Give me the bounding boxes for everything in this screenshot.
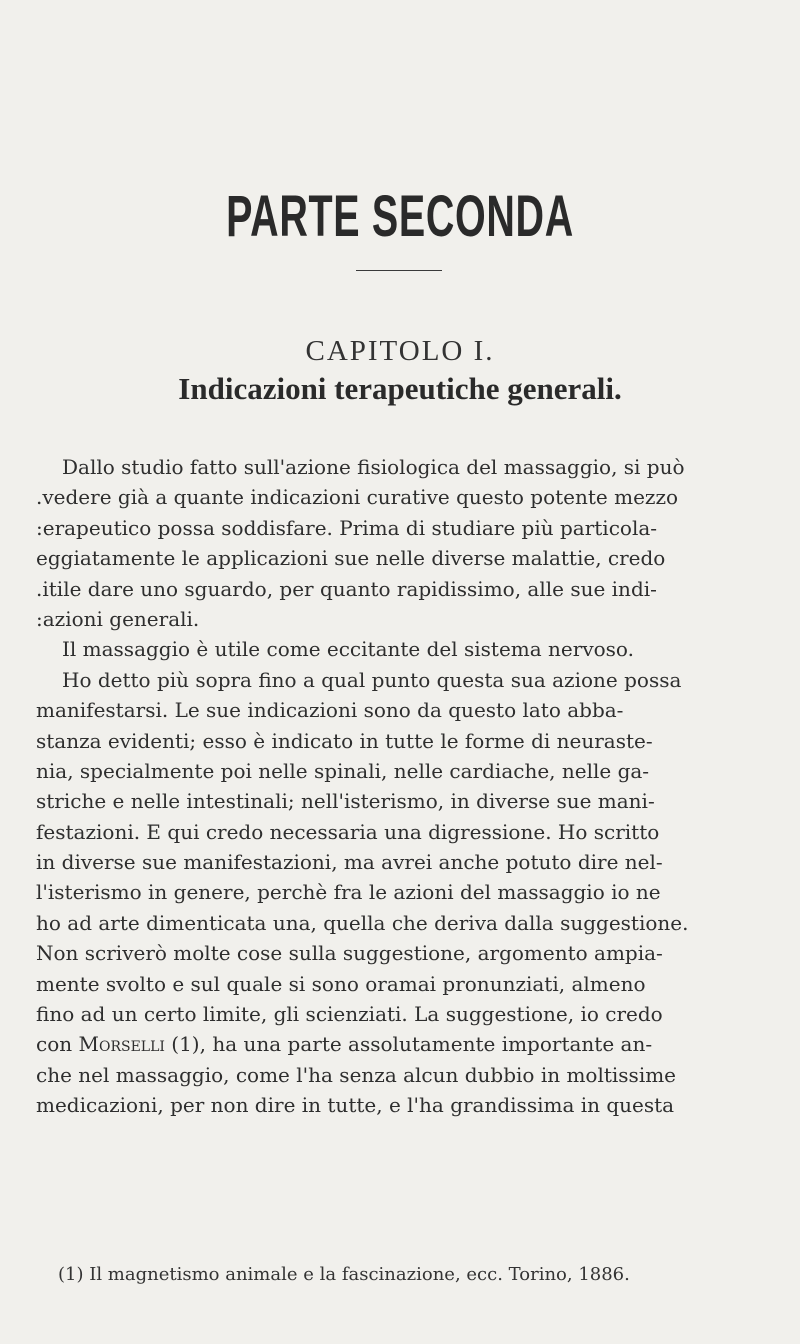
chapter-subtitle: Indicazioni terapeutiche generali.	[178, 371, 622, 406]
body-text	[36, 452, 792, 1121]
text-line: manifestarsi. Le sue indicazioni sono da questo lato abba-	[36, 698, 624, 723]
chapter-heading: CAPITOLO I.	[305, 335, 495, 367]
text-line: in diverse sue manifestazioni, ma avrei anche potuto dire nel-	[36, 850, 663, 875]
text-line: ho ad arte dimenticata una, quella che deriva dalla suggestione.	[36, 910, 689, 935]
text-line: eggiatamente le applicazioni sue nelle diverse malattie, credo	[36, 546, 666, 571]
text-line: Il massaggio è utile come eccitante del sistema nervoso.	[62, 637, 634, 662]
text-line: l'isterismo in genere, perchè fra le azioni del massaggio io ne	[36, 880, 661, 905]
footnote: (1) Il magnetismo animale e la fascinazione, ecc. Torino, 1886.	[58, 1264, 630, 1285]
text-line: :azioni generali.	[36, 606, 200, 631]
text-line: fino ad un certo limite, gli scienziati. La suggestione, io credo	[36, 1002, 663, 1027]
text-line: .itile dare uno sguardo, per quanto rapidissimo, alle sue indi-	[36, 576, 657, 601]
text-line: che nel massaggio, come l'ha senza alcun dubbio in moltissime	[36, 1062, 677, 1087]
part-title: PARTE SECONDA	[226, 184, 574, 249]
title-divider	[356, 270, 442, 271]
text-line: festazioni. E qui credo necessaria una digressione. Ho scritto	[36, 819, 660, 844]
author-name: Morselli	[78, 1032, 165, 1057]
text-fragment: (1), ha una parte assolutamente importante an-	[171, 1032, 653, 1057]
text-line: .vedere già a quante indicazioni curative questo potente mezzo	[36, 485, 679, 510]
text-line: striche e nelle intestinali; nell'isterismo, in diverse sue mani-	[36, 789, 655, 814]
text-line: medicazioni, per non dire in tutte, e l'ha grandissima in questa	[36, 1093, 675, 1118]
text-fragment: con	[36, 1032, 73, 1057]
text-line: Ho detto più sopra fino a qual punto questa sua azione possa	[62, 667, 682, 692]
text-line: Non scriverò molte cose sulla suggestione, argomento ampia-	[36, 941, 663, 966]
text-line: Dallo studio fatto sull'azione fisiologica del massaggio, si può	[62, 455, 685, 479]
text-line: mente svolto e sul quale si sono oramai pronunziati, almeno	[36, 971, 646, 996]
text-line: stanza evidenti; esso è indicato in tutte le forme di neuraste-	[36, 728, 653, 753]
text-line	[36, 1029, 792, 1059]
text-line: nia, specialmente poi nelle spinali, nelle cardiache, nelle ga-	[36, 758, 650, 783]
text-line: :erapeutico possa soddisfare. Prima di studiare più particola-	[36, 515, 658, 540]
